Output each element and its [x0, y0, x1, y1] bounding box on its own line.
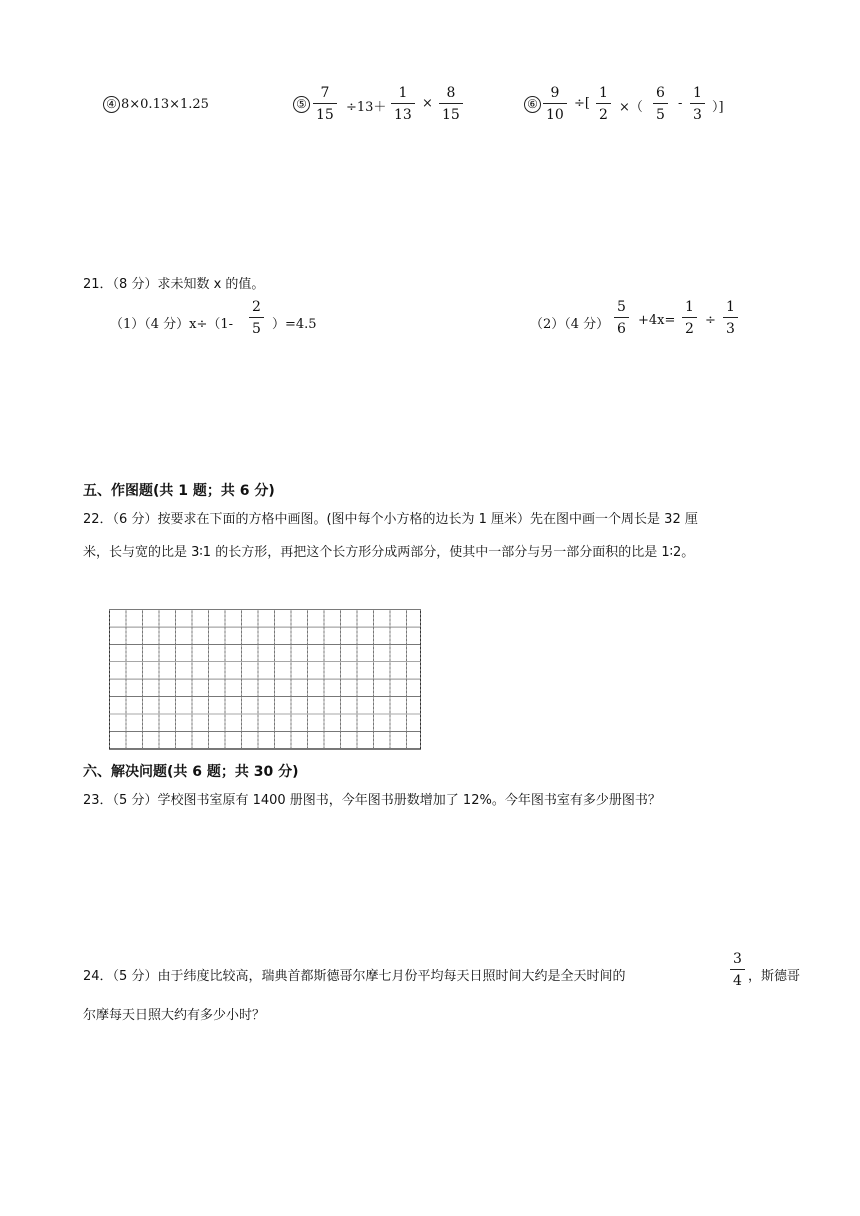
fraction-denominator: 13 [394, 107, 412, 123]
operator-text: ）] [712, 100, 724, 115]
question-22-line-2: 米，长与宽的比是 3∶1 的长方形，再把这个长方形分成两部分，使其中一部分与另一部分面积的比是 1∶2。 [83, 545, 695, 560]
fraction-numerator: 6 [656, 85, 665, 101]
fraction-2-5 [249, 300, 264, 336]
question-21-title: 21．（8 分）求未知数 x 的值。 [83, 277, 265, 292]
operator-text: - [678, 96, 683, 111]
question-24-line-2: 尔摩每天日照大约有多少小时？ [83, 1008, 266, 1023]
fraction-denominator: 2 [685, 321, 694, 337]
fraction-numerator: 1 [685, 299, 694, 315]
fraction-denominator: 5 [252, 321, 261, 337]
operator-text: × [422, 96, 433, 111]
operator-text: ÷[ [574, 96, 590, 111]
fraction-denominator: 5 [656, 107, 665, 123]
fraction-numerator: 1 [599, 85, 608, 101]
drawing-grid[interactable] [109, 609, 421, 750]
section-6-heading: 六、解决问题(共 6 题；共 30 分) [83, 764, 299, 780]
fraction-8-15 [439, 86, 463, 122]
fraction-denominator: 2 [599, 107, 608, 123]
operator-text: ÷ [705, 313, 716, 328]
circled-number-6: ⑥ [524, 96, 541, 113]
section-5-heading: 五、作图题(共 1 题；共 6 分) [83, 483, 275, 499]
circled-number-4: ④ [103, 96, 120, 113]
fraction-numerator: 1 [726, 299, 735, 315]
question-24-line-1-end: ，斯德哥 [748, 969, 801, 984]
fraction-numerator: 8 [446, 85, 456, 101]
fraction-9-10 [543, 86, 567, 122]
fraction-1-2 [596, 86, 611, 122]
part-2-middle: +4x= [638, 313, 676, 328]
fraction-6-5 [653, 86, 668, 122]
fraction-denominator: 4 [733, 973, 742, 989]
fraction-denominator: 10 [546, 107, 564, 123]
question-24-line-1-start: 24．（5 分）由于纬度比较高，瑞典首都斯德哥尔摩七月份平均每天日照时间大约是全天时间的 [83, 969, 626, 984]
question-22-line-1: 22．（6 分）按要求在下面的方格中画图。(图中每个小方格的边长为 1 厘米）先在图中画一个周长是 32 厘 [83, 512, 698, 527]
fraction-7-15 [313, 86, 337, 122]
fraction-denominator: 3 [693, 107, 702, 123]
fraction-5-6 [614, 300, 629, 336]
fraction-1-2 [682, 300, 697, 336]
operator-text: ×（ [619, 100, 643, 115]
fraction-numerator: 1 [398, 85, 408, 101]
fraction-denominator: 6 [617, 321, 626, 337]
operator-text: ÷13＋ [346, 100, 387, 115]
part-1-prefix: （1）（4 分）x÷（1- [110, 317, 234, 332]
fraction-denominator: 15 [316, 107, 334, 123]
fraction-numerator: 2 [252, 299, 261, 315]
fraction-3-4 [730, 952, 745, 988]
problem-4 [103, 96, 209, 113]
part-2-prefix: （2）（4 分） [530, 317, 610, 332]
problem-4-expression: 8×0.13×1.25 [121, 97, 209, 112]
fraction-denominator: 3 [726, 321, 735, 337]
question-23-text: 23．（5 分）学校图书室原有 1400 册图书，今年图书册数增加了 12%。今年图书室有多少册图书？ [83, 793, 661, 808]
fraction-1-13 [391, 86, 415, 122]
fraction-numerator: 5 [617, 299, 626, 315]
fraction-1-3 [690, 86, 705, 122]
fraction-numerator: 9 [550, 85, 560, 101]
fraction-numerator: 1 [693, 85, 702, 101]
fraction-1-3 [723, 300, 738, 336]
circled-number-5: ⑤ [293, 96, 310, 113]
fraction-numerator: 7 [320, 85, 330, 101]
part-1-suffix: ）=4.5 [272, 317, 317, 332]
fraction-denominator: 15 [442, 107, 460, 123]
fraction-numerator: 3 [733, 951, 742, 967]
